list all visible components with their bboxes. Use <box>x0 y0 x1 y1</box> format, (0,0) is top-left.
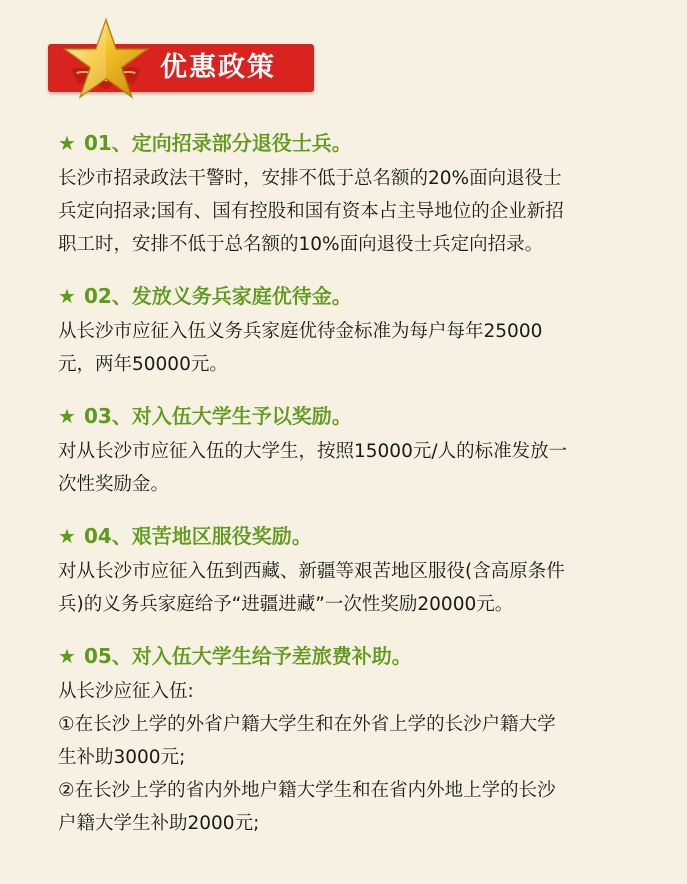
body-line: 兵定向招录;国有、国有控股和国有资本占主导地位的企业新招 <box>58 201 564 222</box>
star-bullet-icon: ★ <box>58 131 76 155</box>
section-number: 03、 <box>83 404 132 428</box>
section-title: 定向招录部分退役士兵。 <box>131 131 352 155</box>
body-line: 从长沙市应征入伍义务兵家庭优待金标准为每户每年25000 <box>58 321 543 342</box>
policy-section-03 <box>58 401 648 501</box>
section-title: 对入伍大学生给予差旅费补助。 <box>131 644 412 668</box>
policy-section-04 <box>58 521 648 621</box>
section-body <box>58 162 648 261</box>
body-line: 长沙市招录政法干警时，安排不低于总名额的20%面向退役士 <box>58 168 562 189</box>
body-line: ①在长沙上学的外省户籍大学生和在外省上学的长沙户籍大学 <box>58 714 556 735</box>
body-line: 元，两年50000元。 <box>58 354 228 375</box>
section-number: 01、 <box>83 131 132 155</box>
gold-star-icon <box>60 16 152 108</box>
star-bullet-icon: ★ <box>58 644 76 668</box>
body-line: 职工时，安排不低于总名额的10%面向退役士兵定向招录。 <box>58 234 544 255</box>
body-line: 生补助3000元; <box>58 747 186 768</box>
section-body <box>58 315 648 381</box>
body-line: ②在长沙上学的省内外地户籍大学生和在省内外地上学的长沙 <box>58 780 556 801</box>
body-line: 兵)的义务兵家庭给予“进疆进藏”一次性奖励20000元。 <box>58 594 514 615</box>
section-heading <box>58 281 648 311</box>
section-title: 发放义务兵家庭优待金。 <box>131 284 352 308</box>
section-body <box>58 675 648 840</box>
section-body <box>58 435 648 501</box>
section-title: 艰苦地区服役奖励。 <box>131 524 312 548</box>
section-heading <box>58 521 648 551</box>
section-heading <box>58 641 648 671</box>
policy-section-01 <box>58 128 648 261</box>
body-line: 对从长沙市应征入伍的大学生，按照15000元/人的标准发放一 <box>58 441 568 462</box>
policy-section-02 <box>58 281 648 381</box>
body-line: 次性奖励金。 <box>58 474 170 495</box>
policy-list <box>58 128 648 860</box>
banner-title: 优惠政策 <box>160 52 276 83</box>
section-title: 对入伍大学生予以奖励。 <box>131 404 352 428</box>
section-heading <box>58 401 648 431</box>
section-heading <box>58 128 648 158</box>
section-number: 02、 <box>83 284 132 308</box>
section-body <box>58 555 648 621</box>
body-line: 从长沙应征入伍: <box>58 681 194 702</box>
star-bullet-icon: ★ <box>58 284 76 308</box>
star-bullet-icon: ★ <box>58 524 76 548</box>
section-number: 04、 <box>83 524 132 548</box>
policy-section-05 <box>58 641 648 840</box>
body-line: 户籍大学生补助2000元; <box>58 813 260 834</box>
section-number: 05、 <box>83 644 132 668</box>
star-bullet-icon: ★ <box>58 404 76 428</box>
body-line: 对从长沙市应征入伍到西藏、新疆等艰苦地区服役(含高原条件 <box>58 561 565 582</box>
